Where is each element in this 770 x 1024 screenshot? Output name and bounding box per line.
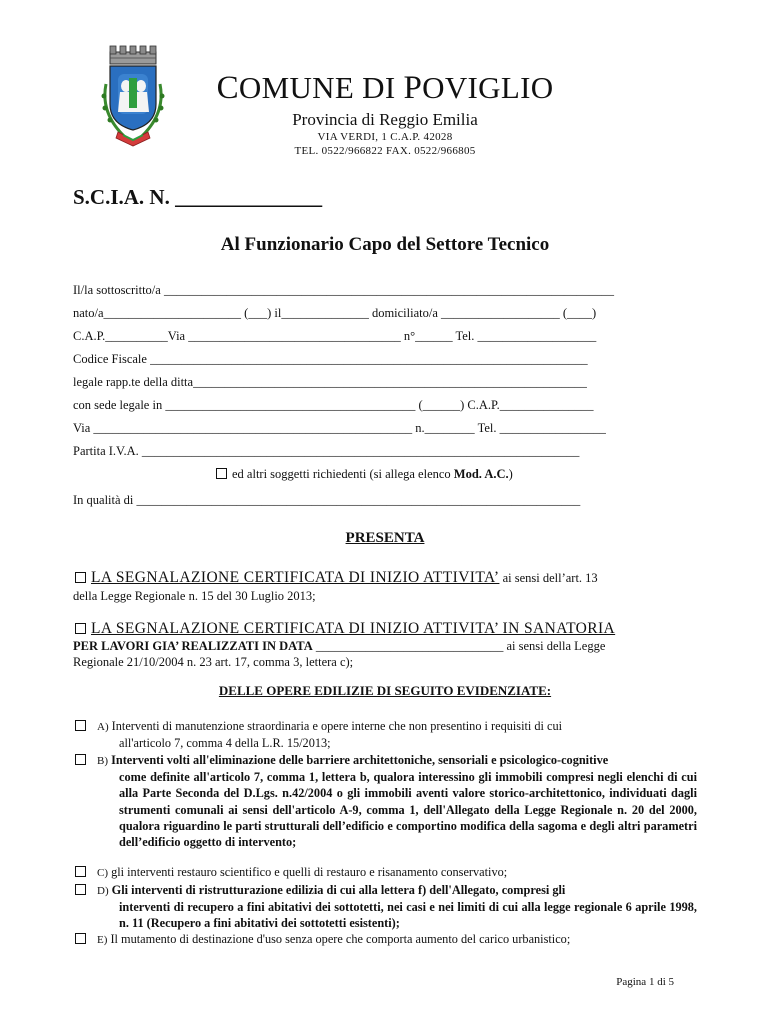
municipality-phones: TEL. 0522/966822 FAX. 0522/966805 bbox=[294, 145, 476, 157]
item-a: A) Interventi di manutenzione straordinaria e opere interne che non presentino i requisiti di cui all'articolo 7, comma 4 della L.R. 15/2013; bbox=[97, 719, 563, 751]
municipality-title: COMUNE DI POVIGLIO bbox=[216, 70, 554, 106]
address-field[interactable]: C.A.P.__________Via __________________________________ n°______ Tel. ___________________ bbox=[73, 329, 597, 343]
item-e: E) Il mutamento di destinazione d'uso senza opere che comporta aumento del carico urbanistico; bbox=[97, 932, 571, 946]
municipality-address: VIA VERDI, 1 C.A.P. 42028 bbox=[317, 131, 453, 143]
item-a-checkbox[interactable] bbox=[75, 720, 86, 731]
company-representative-field[interactable]: legale rapp.te della ditta_______________________________________________________________ bbox=[73, 375, 587, 389]
in-quality-field[interactable]: In qualità di _______________________________________________________________________ bbox=[73, 493, 581, 507]
sanatoria-date-field[interactable]: PER LAVORI GIA’ REALIZZATI IN DATA ______________________________ ai sensi della Legge bbox=[73, 639, 606, 653]
presenta-heading: PRESENTA bbox=[345, 530, 425, 546]
scia-option-reference: della Legge Regionale n. 15 del 30 Luglio 2013; bbox=[73, 589, 316, 603]
item-e-checkbox[interactable] bbox=[75, 933, 86, 944]
scia-option: LA SEGNALAZIONE CERTIFICATA DI INIZIO ATTIVITA’ ai sensi dell’art. 13 bbox=[75, 569, 598, 587]
applicant-name-field[interactable]: Il/la sottoscritto/a ________________________________________________________________________ bbox=[73, 283, 614, 297]
item-c: C) gli interventi restauro scientifico e quelli di restauro e risanamento conservativo; bbox=[97, 865, 508, 879]
registered-office-field[interactable]: con sede legale in ________________________________________ (______) C.A.P._______________ bbox=[73, 398, 594, 412]
office-street-field[interactable]: Via ___________________________________________________ n.________ Tel. _________________ bbox=[73, 421, 606, 435]
province-name: Provincia di Reggio Emilia bbox=[292, 110, 478, 129]
scia-sanatoria-checkbox[interactable] bbox=[75, 623, 86, 634]
item-c-checkbox[interactable] bbox=[75, 866, 86, 877]
scia-number-field[interactable]: S.C.I.A. N. ______________ bbox=[73, 185, 323, 209]
addressee-heading: Al Funzionario Capo del Settore Tecnico bbox=[220, 234, 550, 255]
scia-checkbox[interactable] bbox=[75, 572, 86, 583]
scia-sanatoria-option: LA SEGNALAZIONE CERTIFICATA DI INIZIO ATTIVITA’ IN SANATORIA bbox=[75, 620, 615, 638]
page-number: Pagina 1 di 5 bbox=[616, 976, 674, 988]
works-heading: DELLE OPERE EDILIZIE DI SEGUITO EVIDENZIATE: bbox=[218, 683, 552, 698]
item-b-checkbox[interactable] bbox=[75, 754, 86, 765]
tax-code-field[interactable]: Codice Fiscale ______________________________________________________________________ bbox=[73, 352, 588, 366]
birth-residence-field[interactable]: nato/a______________________ (___) il______________ domiciliato/a ___________________ (____) bbox=[73, 306, 597, 320]
other-subjects-option: ed altri soggetti richiedenti (si allega elenco Mod. A.C.) bbox=[216, 467, 513, 482]
item-d: D) Gli interventi di ristrutturazione edilizia di cui alla lettera f) dell'Allegato, compresi gli interventi di recupero a fini abitativi dei sottotetti, nei casi e nei limiti di cui alla legge regionale 6 aprile 1998, n. 11 (Recupero a fini abitativi dei sottotetti esistenti); bbox=[97, 883, 697, 931]
other-subjects-checkbox[interactable] bbox=[216, 468, 227, 479]
sanatoria-reference: Regionale 21/10/2004 n. 23 art. 17, comma 3, lettera c); bbox=[73, 655, 354, 669]
vat-number-field[interactable]: Partita I.V.A. ______________________________________________________________________ bbox=[73, 444, 580, 458]
item-d-checkbox[interactable] bbox=[75, 884, 86, 895]
item-b: B) Interventi volti all'eliminazione delle barriere architettoniche, sensoriali e psicologico-cognitive come definite all'articolo 7, comma 1, lettera b, qualora interessino gli immobili compresi negli elenchi di cui alla Parte Seconda del D.Lgs. n.42/2004 o gli immobili aventi valore storico-architettonico, individuati dagli strumenti comunali ai sensi dell'articolo A-9, comma 1, dell'Allegato della Legge Regionale n. 20 del 2000, qualora riguardino le parti strutturali dell’edificio e comportino modifica della sagoma e degli altri parametri dell’edificio oggetto di intervento; bbox=[97, 753, 697, 850]
